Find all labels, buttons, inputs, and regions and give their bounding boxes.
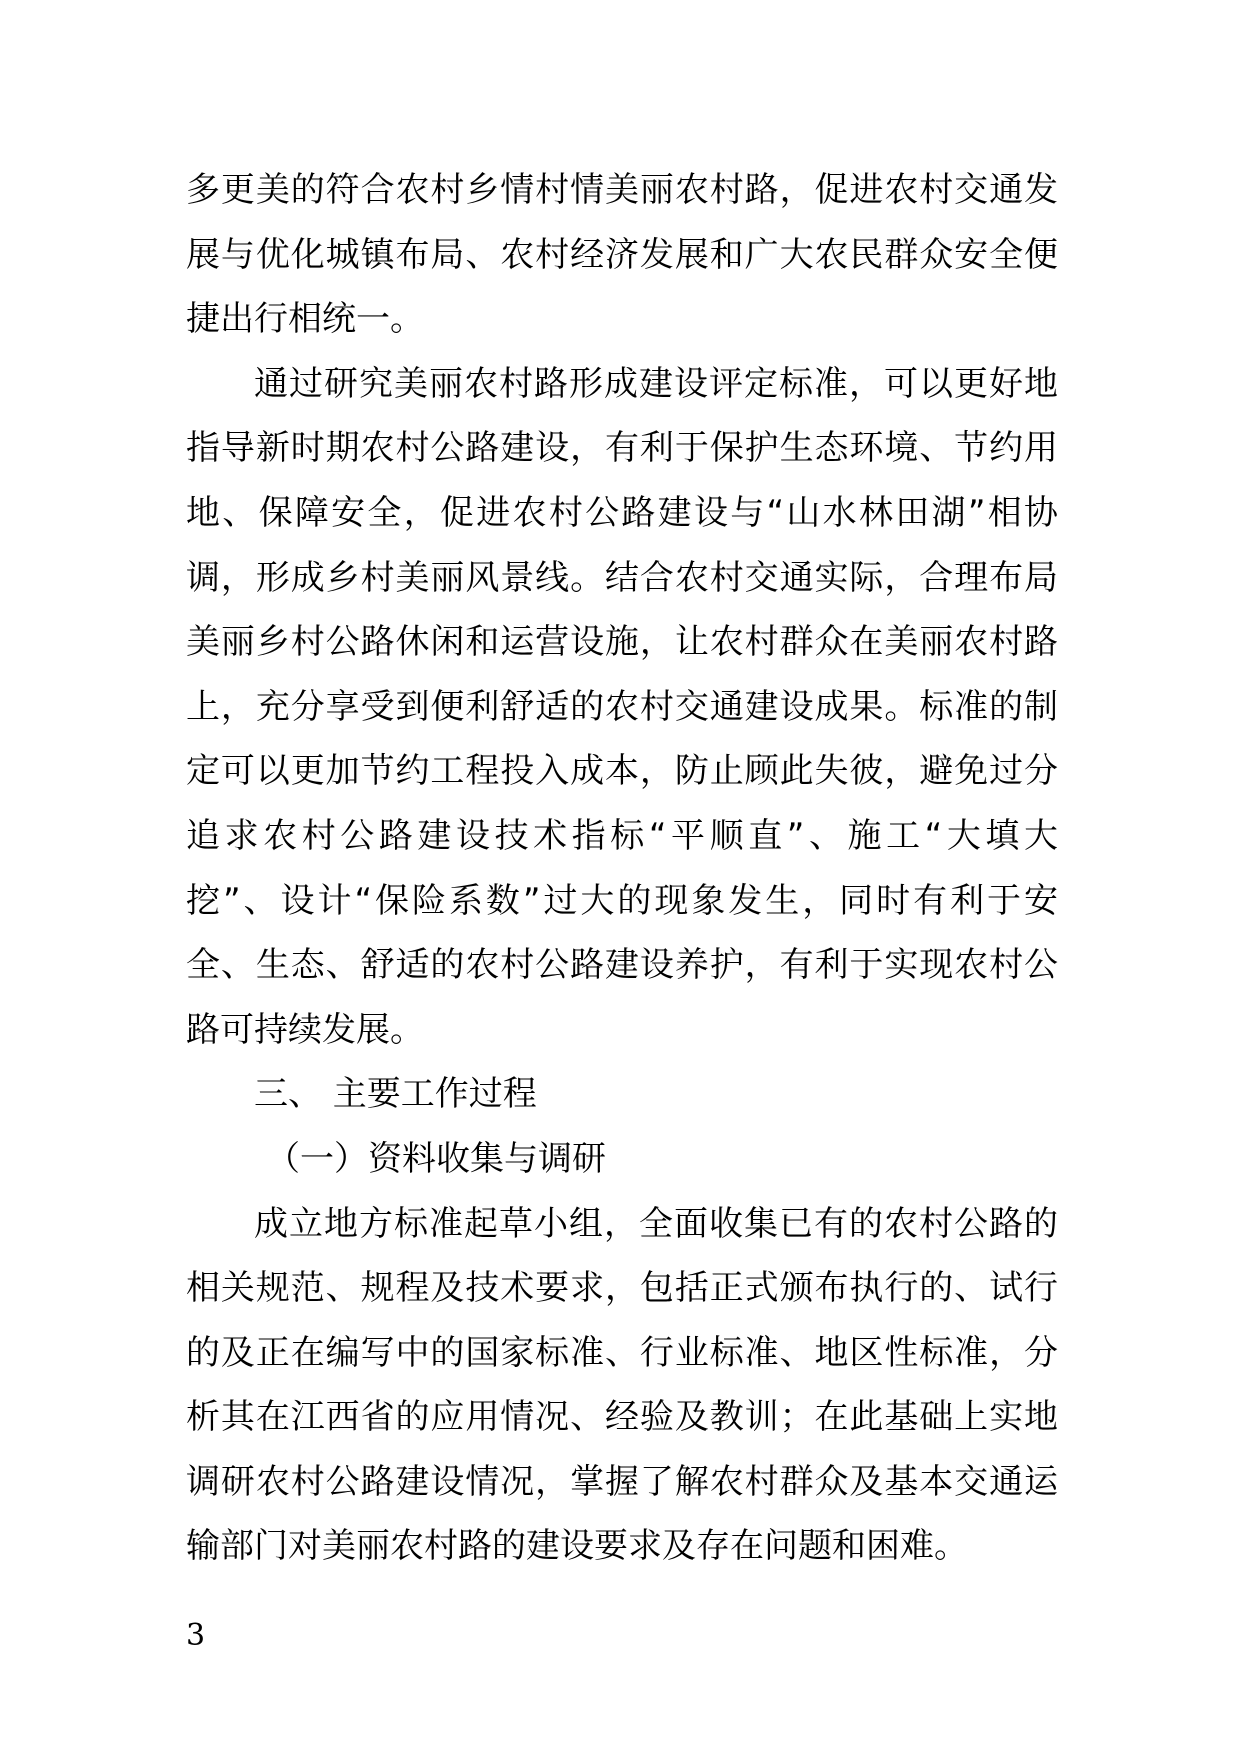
paragraph-line: 美丽乡村公路休闲和运营设施，让农村群众在美丽农村路 — [186, 622, 1058, 663]
paragraph-line: 输部门对美丽农村路的建设要求及存在问题和困难。 — [186, 1526, 968, 1567]
body-text — [186, 158, 1058, 1579]
paragraph-line: 上，充分享受到便利舒适的农村交通建设成果。标准的制 — [186, 686, 1058, 727]
subsection-heading: （一）资料收集与调研 — [266, 1138, 606, 1179]
page-number: 3 — [186, 1618, 206, 1653]
paragraph-line: 捷出行相统一。 — [186, 299, 424, 340]
paragraph-line: 调研农村公路建设情况，掌握了解农村群众及基本交通运 — [186, 1461, 1058, 1502]
section-heading: 三、 主要工作过程 — [254, 1074, 537, 1115]
paragraph-line: 相关规范、规程及技术要求，包括正式颁布执行的、试行 — [186, 1268, 1058, 1309]
paragraph-line: 成立地方标准起草小组，全面收集已有的农村公路的 — [254, 1203, 1058, 1244]
paragraph-line: 地、保障安全，促进农村公路建设与“山水林田湖”相协 — [186, 492, 1058, 533]
paragraph-line: 通过研究美丽农村路形成建设评定标准，可以更好地 — [254, 363, 1058, 404]
paragraph-line: 的及正在编写中的国家标准、行业标准、地区性标准，分 — [186, 1332, 1058, 1373]
paragraph-line: 析其在江西省的应用情况、经验及教训；在此基础上实地 — [186, 1397, 1058, 1438]
paragraph-line: 全、生态、舒适的农村公路建设养护，有利于实现农村公 — [186, 945, 1058, 986]
paragraph-line: 定可以更加节约工程投入成本，防止顾此失彼，避免过分 — [186, 751, 1058, 792]
paragraph-line: 展与优化城镇布局、农村经济发展和广大农民群众安全便 — [186, 234, 1058, 275]
paragraph-line: 指导新时期农村公路建设，有利于保护生态环境、节约用 — [186, 428, 1058, 469]
paragraph-line: 调，形成乡村美丽风景线。结合农村交通实际，合理布局 — [186, 557, 1058, 598]
paragraph-line: 挖”、设计“保险系数”过大的现象发生，同时有利于安 — [186, 880, 1058, 921]
paragraph-line: 多更美的符合农村乡情村情美丽农村路，促进农村交通发 — [186, 170, 1058, 210]
paragraph-line: 路可持续发展。 — [186, 1009, 424, 1050]
paragraph-line: 追求农村公路建设技术指标“平顺直”、施工“大填大 — [186, 815, 1058, 856]
